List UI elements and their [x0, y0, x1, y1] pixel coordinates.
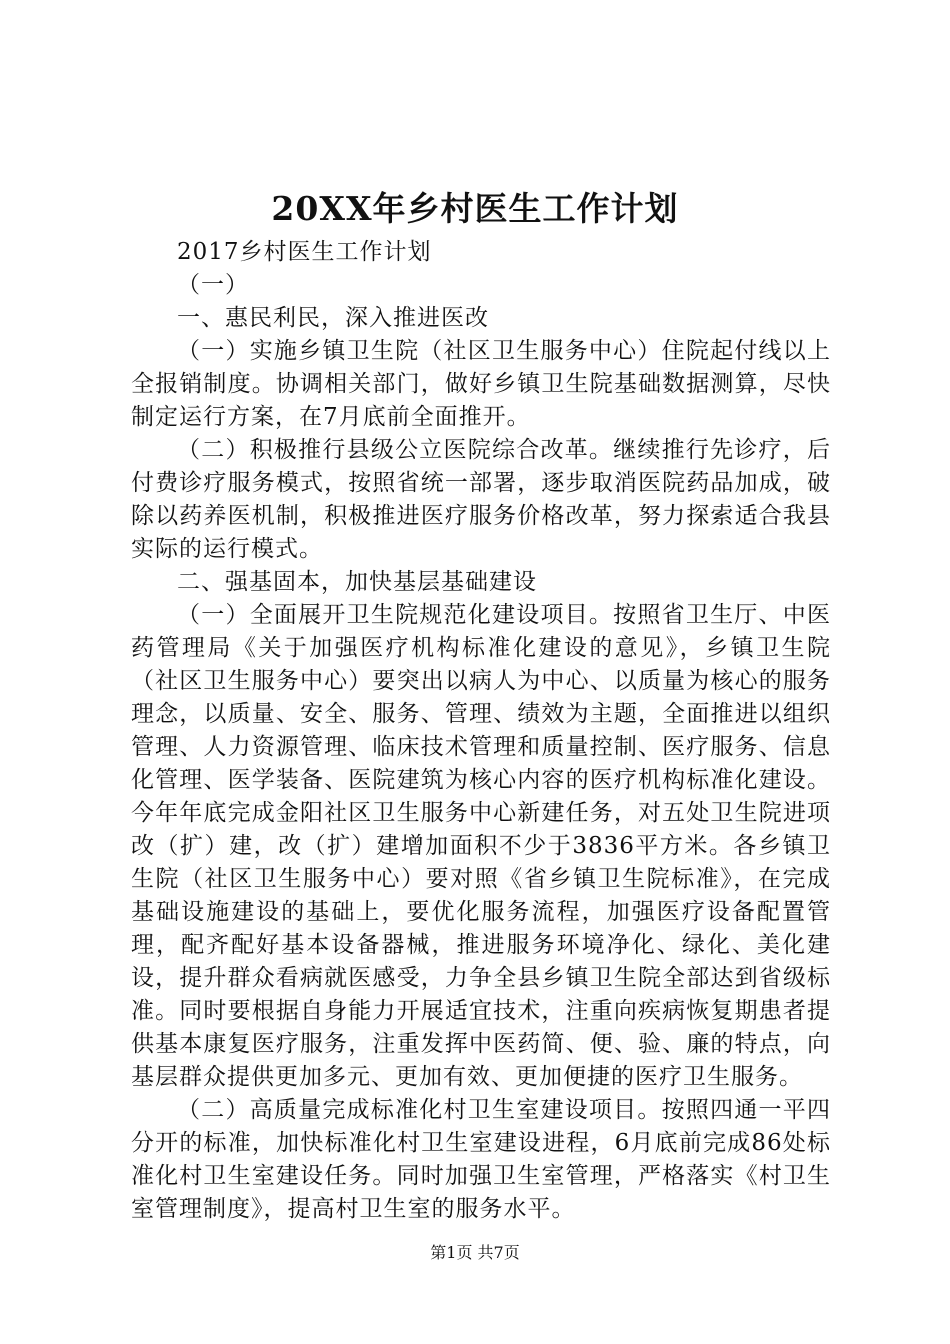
subtitle-paragraph: 2017乡村医生工作计划 — [177, 239, 432, 265]
body-paragraph: （一）全面展开卫生院规范化建设项目。按照省卫生厅、中医药管理局《关于加强医疗机构标准化建设的意见》，乡镇卫生院（社区卫生服务中心）要突出以病人为中心、以质量为核心的服务理念，以质量、安全、服务、管理、绩效为主题，全面推进以组织管理、人力资源管理、临床技术管理和质量控制、医疗服务、信息化管理、医学装备、医院建筑为核心内容的医疗机构标准化建设。今年年底完成金阳社区卫生服务中心新建任务，对五处卫生院进项改（扩）建，改（扩）建增加面积不少于3836平方米。各乡镇卫生院（社区卫生服务中心）要对照《省乡镇卫生院标准》，在完成基础设施建设的基础上，要优化服务流程，加强医疗设备配置管理，配齐配好基本设备器械，推进服务环境净化、绿化、美化建设，提升群众看病就医感受，力争全县乡镇卫生院全部达到省级标准。同时要根据自身能力开展适宜技术，注重向疾病恢复期患者提供基本康复医疗服务，注重发挥中医药简、便、验、廉的特点，向基层群众提供更加多元、更加有效、更加便捷的医疗卫生服务。 — [131, 602, 831, 1090]
section-heading-2: 二、强基固本，加快基层基础建设 — [177, 569, 537, 595]
document-body — [131, 236, 831, 1226]
body-paragraph: （二）高质量完成标准化村卫生室建设项目。按照四通一平四分开的标准，加快标准化村卫生室建设进程，6月底前完成86处标准化村卫生室建设任务。同时加强卫生室管理，严格落实《村卫生室管理制度》，提高村卫生室的服务水平。 — [131, 1097, 831, 1222]
body-paragraph: （一）实施乡镇卫生院（社区卫生服务中心）住院起付线以上全报销制度。协调相关部门，做好乡镇卫生院基础数据测算，尽快制定运行方案，在7月底前全面推开。 — [131, 338, 831, 430]
part-marker-paragraph: （一） — [177, 272, 249, 298]
page-footer: 第1页 共7页 — [430, 1243, 520, 1262]
body-paragraph: （二）积极推行县级公立医院综合改革。继续推行先诊疗，后付费诊疗服务模式，按照省统一部署，逐步取消医院药品加成，破除以药养医机制，积极推进医疗服务价格改革，努力探索适合我县实际的运行模式。 — [131, 437, 831, 562]
document-title: 20XX年乡村医生工作计划 — [271, 189, 679, 228]
section-heading-1: 一、惠民利民，深入推进医改 — [177, 305, 489, 331]
